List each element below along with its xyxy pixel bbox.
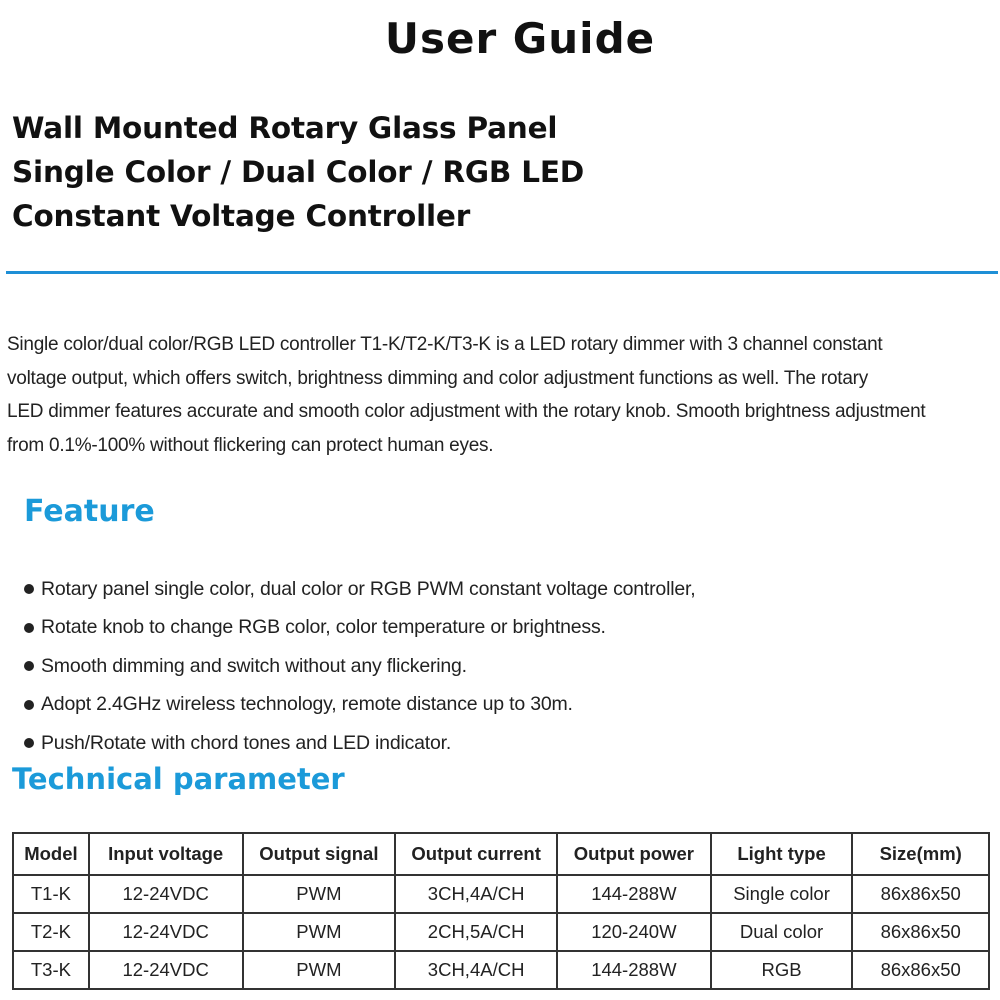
feature-item-text: Rotate knob to change RGB color, color temperature or brightness. [41,616,606,639]
product-title-line: Single Color / Dual Color / RGB LED [12,155,585,189]
table-cell: RGB [711,951,853,989]
technical-parameter-heading: Technical parameter [12,762,345,796]
table-cell: Dual color [711,913,853,951]
product-title [12,106,584,238]
feature-item [24,570,695,609]
table-cell: Single color [711,875,853,913]
table-cell: 144-288W [557,951,711,989]
feature-item-text: Adopt 2.4GHz wireless technology, remote distance up to 30m. [41,693,573,716]
column-header: Input voltage [89,833,243,875]
bullet-icon [24,584,34,594]
intro-line: from 0.1%-100% without flickering can protect human eyes. [7,434,494,456]
feature-item [24,609,695,648]
table-cell: T2-K [13,913,89,951]
column-header: Model [13,833,89,875]
table-cell: 144-288W [557,875,711,913]
table-cell: 12-24VDC [89,875,243,913]
column-header: Output power [557,833,711,875]
table-cell: 120-240W [557,913,711,951]
table-cell: PWM [243,951,396,989]
column-header: Output signal [243,833,396,875]
bullet-icon [24,623,34,633]
feature-heading: Feature [24,494,155,529]
product-title-line: Constant Voltage Controller [12,199,471,233]
table-cell: 2CH,5A/CH [395,913,557,951]
intro-line: Single color/dual color/RGB LED controller T1-K/T2-K/T3-K is a LED rotary dimmer with 3 channel constant [7,334,883,355]
product-title-line: Wall Mounted Rotary Glass Panel [12,111,558,145]
column-header: Light type [711,833,853,875]
technical-parameter-table [12,832,990,990]
feature-item-text: Rotary panel single color, dual color or RGB PWM constant voltage controller, [41,577,696,600]
feature-list [24,570,695,763]
column-header: Size(mm) [852,833,989,875]
table-cell: T3-K [13,951,89,989]
table-cell: 86x86x50 [852,951,989,989]
table-cell: 3CH,4A/CH [395,951,557,989]
bullet-icon [24,661,34,671]
section-divider [6,271,998,274]
intro-line: voltage output, which offers switch, brightness dimming and color adjustment functions as well. The rotary [7,367,868,389]
table-cell: 86x86x50 [852,875,989,913]
intro-line: LED dimmer features accurate and smooth color adjustment with the rotary knob. Smooth brightness adjustment [7,401,926,422]
feature-item [24,686,695,725]
table-cell: 12-24VDC [89,951,243,989]
intro-paragraph [7,328,997,462]
bullet-icon [24,700,34,710]
table-row [13,875,989,913]
feature-item [24,647,695,686]
table-header-row [13,833,989,875]
table-cell: T1-K [13,875,89,913]
table-row [13,913,989,951]
feature-item-text: Push/Rotate with chord tones and LED indicator. [41,731,452,754]
column-header: Output current [395,833,557,875]
bullet-icon [24,738,34,748]
document-title: User Guide [384,14,656,63]
feature-item-text: Smooth dimming and switch without any flickering. [41,654,467,677]
table-cell: 86x86x50 [852,913,989,951]
table-row [13,951,989,989]
table-cell: 12-24VDC [89,913,243,951]
table-cell: 3CH,4A/CH [395,875,557,913]
table-cell: PWM [243,875,396,913]
table-cell: PWM [243,913,396,951]
feature-item [24,724,695,763]
